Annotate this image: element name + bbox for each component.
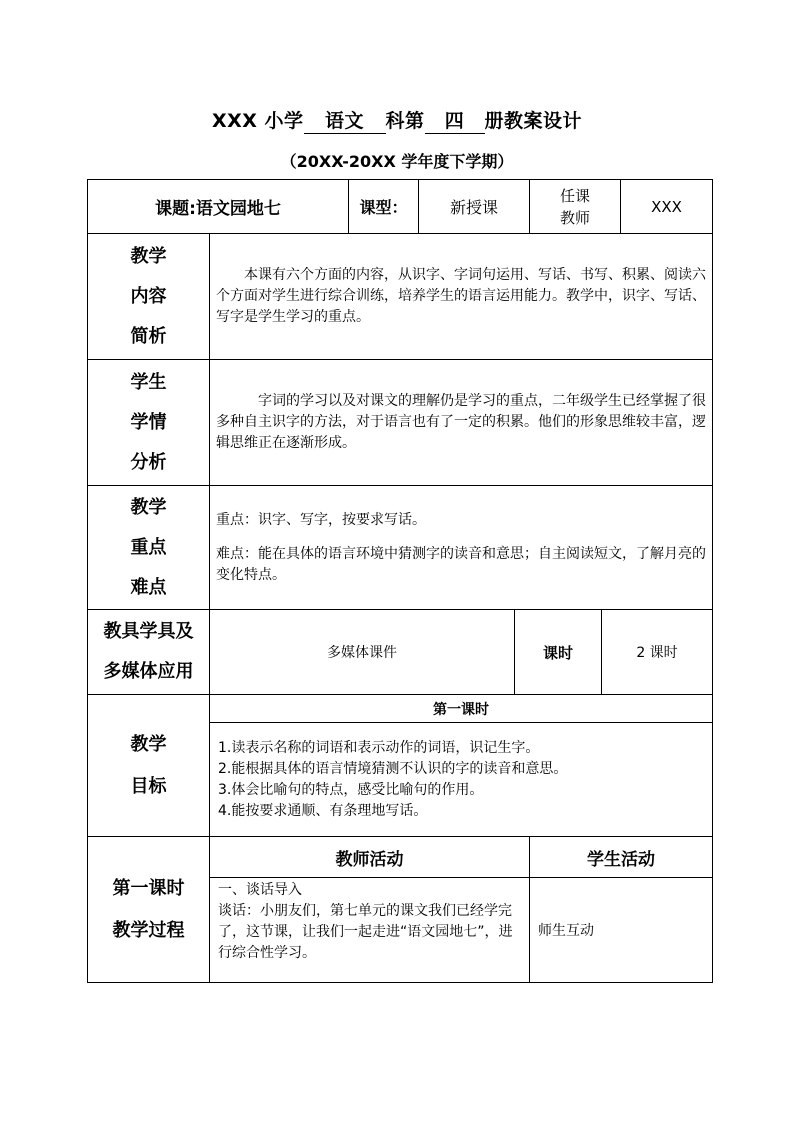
content-brief-label-3: 简析 [130,325,167,347]
student-analysis-label-2: 学情 [130,411,167,433]
goals-lesson-title: 第一课时 [433,701,489,718]
subject-blank: 语文 [304,106,386,134]
lesson-type-value: 新授课 [449,198,498,217]
goal-item-2: 2.能根据具体的语言情境猜测不认识的字的读音和意思。 [218,760,568,777]
lesson-type-label-cell [348,179,419,234]
goals-label-cell [87,694,210,837]
volume-blank: 四 [425,106,485,134]
student-activity-header-cell [529,836,713,878]
hours-label-cell [514,609,602,695]
goal-item-1: 1.读表示名称的词语和表示动作的词语，识记生字。 [218,739,540,756]
title-ke-di: 科第 [385,110,425,132]
media-value-cell [209,609,515,695]
key-points-label-1: 教学 [130,496,167,518]
process-label-1: 第一课时 [112,877,185,899]
teacher-label-line1: 任课 [559,186,590,205]
teacher-value-cell [620,179,713,234]
student-analysis-label-1: 学生 [130,371,167,393]
key-points-label-2: 重点 [130,536,167,558]
student-analysis-label-cell [87,359,210,486]
goals-label-1: 教学 [130,733,167,755]
key-points-label-cell [87,485,210,610]
topic-label: 课题:语文园地七 [155,199,281,219]
goal-item-4: 4.能按要求通顺、有条理地写话。 [218,802,428,819]
media-label-cell [87,609,210,695]
content-brief-label-1: 教学 [130,245,167,267]
goals-label-2: 目标 [130,775,167,797]
student-activity-cell [529,877,713,983]
media-value: 多媒体课件 [327,645,397,661]
process-label-2: 教学过程 [112,919,185,941]
key-points-key: 重点：识字、写字，按要求写话。 [216,511,426,528]
content-brief-label-2: 内容 [130,285,167,307]
goal-item-3: 3.体会比喻句的特点，感受比喻句的作用。 [218,781,484,798]
student-activity-text: 师生互动 [538,923,594,939]
teacher-activity-text: 谈话：小朋友们，第七单元的课文我们已经学完了，这节课，让我们一起走进“语文园地七”，进行综合性学习。 [218,903,513,961]
hours-label: 课时 [542,643,573,662]
goals-list-cell [209,722,713,837]
teacher-label-cell [529,179,621,234]
hours-value: 2 课时 [636,645,678,661]
teacher-activity-heading: 一、谈话导入 [218,882,302,898]
teacher-label-line2: 教师 [559,208,590,227]
student-analysis-label-3: 分析 [130,451,167,473]
teacher-activity-cell [209,877,530,983]
lesson-type-value-cell [418,179,530,234]
document-title [0,106,794,134]
key-points-difficult: 难点：能在具体的语言环境中猜测字的读音和意思；自主阅读短文，了解月亮的变化特点。 [216,545,706,583]
teacher-activity-header-cell [209,836,530,878]
teacher-activity-header: 教师活动 [335,849,404,870]
lesson-type-label: 课型： [359,198,408,217]
process-label-cell [87,836,210,983]
media-label-1: 教具学具及 [103,621,194,642]
topic-cell [87,179,349,234]
media-label-2: 多媒体应用 [103,661,194,682]
student-activity-header: 学生活动 [587,849,655,870]
goals-lesson-title-cell [209,694,713,723]
content-brief-label-cell [87,233,210,360]
key-points-label-3: 难点 [130,576,167,598]
title-suffix: 册教案设计 [484,110,583,132]
student-analysis-text: 字词的学习以及对课文的理解仍是学习的重点，二年级学生已经掌握了很多种自主识字的方法，对于语言也有了一定的积累。他们的形象思维较丰富，逻辑思维正在逐渐形成。 [216,393,706,451]
content-brief-text: 本课有六个方面的内容，从识字、字词句运用、写话、书写、积累、阅读六个方面对学生进行综合训练，培养学生的语言运用能力。教学中，识字、写话、写字是学生学习的重点。 [216,267,706,325]
school-name: XXX 小学 [211,110,304,132]
content-brief-text-cell [209,233,713,360]
key-points-text-cell [209,485,713,610]
student-analysis-text-cell [209,359,713,486]
hours-value-cell [601,609,713,695]
term-subtitle: （20XX-20XX 学年度下学期） [280,152,514,171]
teacher-value: XXX [651,197,682,216]
